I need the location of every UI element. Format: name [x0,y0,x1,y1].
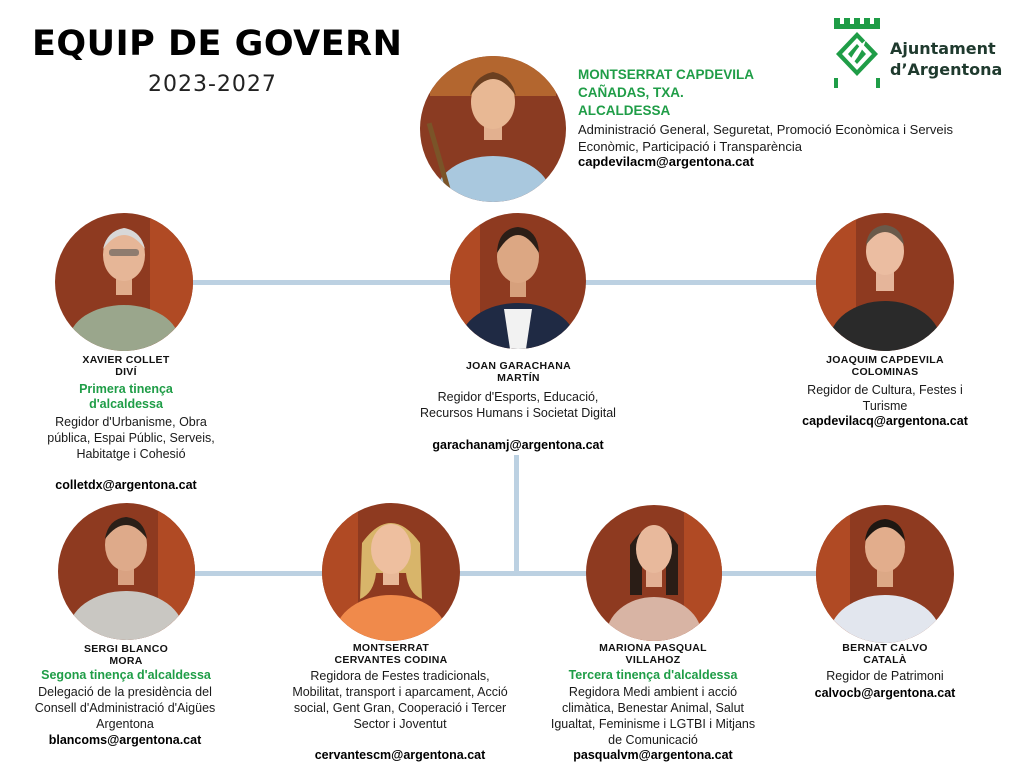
member-name-line-1: MONTSERRAT [352,642,430,654]
member-name-line-1: BERNAT CALVO [842,642,928,654]
page-title: EQUIP DE GOVERN [32,24,403,64]
member-email[interactable]: colletdx@argentona.cat [55,478,197,492]
mayor-description: Administració General, Seguretat, Promoció Econòmica i Serveis Econòmic, Participació i Transparència [578,122,953,154]
mayor-email[interactable]: capdevilacm@argentona.cat [578,154,754,169]
member-name [810,354,960,378]
logo-line-1: Ajuntament [890,39,996,58]
member-photo [58,503,195,640]
member-role: Primera tinença d'alcaldessa [79,382,173,411]
member-photo [450,213,586,349]
mayor-role: ALCALDESSA [578,103,671,118]
logo-line-2: d’Argentona [890,60,1003,79]
member-email[interactable]: blancoms@argentona.cat [48,733,202,747]
member-name [810,642,960,666]
member-name-line-1: SERGI BLANCO [83,643,169,655]
member-photo [322,503,460,641]
member-description: Delegació de la presidència del Consell d'Administració d'Aigües Argentona [34,685,216,731]
member-email[interactable]: cervantescm@argentona.cat [314,748,486,762]
member-name [446,360,591,384]
member-description: Regidor de Cultura, Festes i Turisme [807,383,963,413]
ajuntament-logo [828,16,1008,96]
member-name [578,642,728,666]
member-description: Regidor de Patrimoni [826,669,944,683]
member-email[interactable]: garachanamj@argentona.cat [432,438,604,452]
mayor-photo [420,56,566,202]
logo-text [890,38,1002,80]
member-name-line-2: MARTÍN [497,372,540,384]
member-role: Tercera tinença d'alcaldessa [568,668,738,682]
member-name-line-2: CERVANTES CODINA [334,654,448,666]
member-name-line-1: JOAQUIM CAPDEVILA [826,354,944,366]
member-name [56,354,196,378]
member-photo [816,505,954,643]
connector-vertical [514,455,519,573]
mayor-name [578,66,798,120]
member-description: Regidora Medi ambient i acció climàtica, Benestar Animal, Salut Igualtat, Feminisme i LGTBI i Mitjans de Comunicació [550,685,756,747]
member-email[interactable]: capdevilacq@argentona.cat [802,414,968,428]
member-name [316,642,466,666]
member-name-line-2: COLOMINAS [851,366,919,378]
member-role: Segona tinença d'alcaldessa [41,668,211,682]
member-name-line-1: XAVIER COLLET [82,354,170,366]
member-name-line-2: MORA [109,655,143,667]
member-email[interactable]: calvocb@argentona.cat [814,686,956,700]
member-name-line-2: CATALÀ [863,654,907,666]
member-photo [586,505,722,641]
member-name [56,643,196,667]
member-description: Regidor d'Urbanisme, Obra pública, Espai Públic, Serveis, Habitatge i Cohesió [47,415,215,461]
member-photo [55,213,193,351]
member-name-line-1: JOAN GARACHANA [465,360,572,372]
member-name-line-2: DIVÍ [115,366,137,378]
mayor-name-text: MONTSERRAT CAPDEVILA CAÑADAS, TXA. [578,67,754,100]
member-description: Regidora de Festes tradicionals, Mobilitat, transport i aparcament, Acció social, Gent Gran, Cooperació i Tercer Sector i Joventut [292,669,508,731]
member-name-line-1: MARIONA PASQUAL [599,642,707,654]
coat-of-arms-icon [828,16,888,96]
member-photo [816,213,954,351]
member-email[interactable]: pasqualvm@argentona.cat [573,748,733,762]
term-years: 2023-2027 [148,72,277,97]
member-name-line-2: VILLAHOZ [625,654,681,666]
member-description: Regidor d'Esports, Educació, Recursos Humans i Societat Digital [420,390,616,420]
connector-bottom [180,571,840,576]
